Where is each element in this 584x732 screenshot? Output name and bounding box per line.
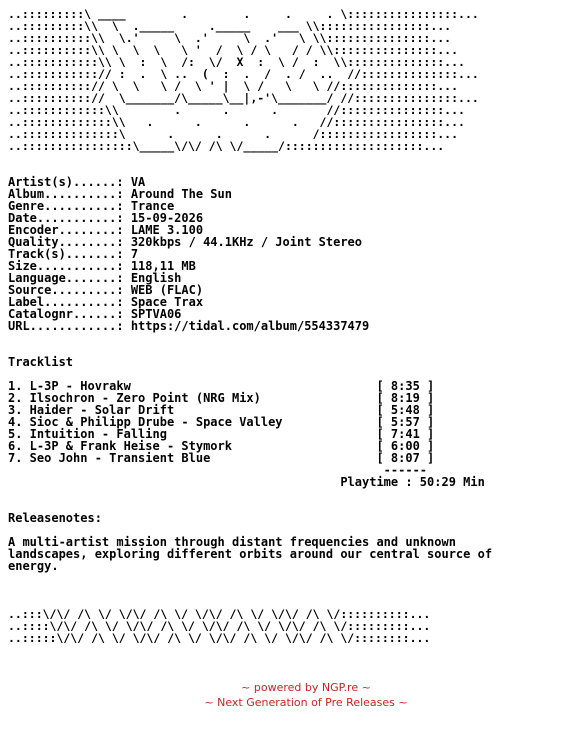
info-date: Date...........: 15-09-2026 bbox=[8, 211, 204, 225]
track-row: 6. L-3P & Frank Heise - Stymork [ 6:00 ] bbox=[8, 439, 435, 453]
track-row: 1. L-3P - Hovrakw [ 8:35 ] bbox=[8, 379, 435, 393]
credits-powered-by: ~ powered by NGP.re ~ bbox=[241, 681, 371, 694]
ascii-footer-art: ..:::\/\/ /\ \/ \/\/ /\ \/ \/\/ /\ \/ \/\/ /\ \/::::::::::... ..::::\/\/ /\ \/ \/\/ /\ \/ \/\/ /\ \/ \/\/ /\ \/:::::::::... ..:::::\/\/ /\ \/ \/\/ /\ \/ \/\/ /\ \/ \/\/ /\ \/::::::::... bbox=[8, 607, 431, 645]
ascii-banner-art: ..:::::::::\ ____ . . . . \::::::::::::::::... ..:::::::::\\ \ ._____ ._____ ___ \\::::::::::::::::... ..::::::::::\\ \.' \ .' \ .' \ \\:::::::::::::::... ..::::::::::\\ \ \ \ \ ' / \ / \ / / \\:::::::::::::::... ..:::::::::::\\ \ : \ /: \/ X : \ / : \\::::::::::::::... ..:::::::::::// : . \ .. ( : . / . / .. //::::::::::::::... ..::::::::::// \ \ \ / \ ' | \ / \ \ //::::::::::::::... ..::::::::::// \_______/\_____\__|,-'\_______/ //:::::::::::::::... ..::::::::::::\\ . . . //:::::::::::::::... ..:::::::::::::\\ . . . . //::::::::::::::::... ..::::::::::::::\ . . . /:::::::::::::::::... ..::::::::::::::::\_____\/\/ /\ \/_____/::::::::::::::::::::... bbox=[8, 7, 479, 153]
track-row: 7. Seo John - Transient Blue [ 8:07 ] bbox=[8, 451, 435, 465]
info-label: Label..........: Space Trax bbox=[8, 295, 204, 309]
releasenotes-text: A multi-artist mission through distant frequencies and unknown landscapes, exploring different orbits around our central source of energy. bbox=[8, 535, 493, 573]
info-encoder: Encoder........: LAME 3.100 bbox=[8, 223, 204, 237]
playtime-total: Playtime : 50:29 Min bbox=[8, 475, 485, 489]
track-row: 5. Intuition - Falling [ 7:41 ] bbox=[8, 427, 435, 441]
info-source: Source.........: WEB (FLAC) bbox=[8, 283, 204, 297]
info-quality: Quality........: 320kbps / 44.1KHz / Joint Stereo bbox=[8, 235, 363, 249]
tracklist-heading: Tracklist bbox=[8, 355, 74, 369]
info-language: Language.......: English bbox=[8, 271, 182, 285]
info-catalog: Catalognr......: SPTVA06 bbox=[8, 307, 182, 321]
info-album: Album..........: Around The Sun bbox=[8, 187, 232, 201]
track-row: 4. Sioc & Philipp Drube - Space Valley [ 5:57 ] bbox=[8, 415, 435, 429]
nfo-document bbox=[8, 8, 492, 644]
playtime-rule: ------ bbox=[8, 463, 428, 477]
info-tracks: Track(s).......: 7 bbox=[8, 247, 139, 261]
track-row: 3. Haider - Solar Drift [ 5:48 ] bbox=[8, 403, 435, 417]
track-row: 2. Ilsochron - Zero Point (NRG Mix) [ 8:19 ] bbox=[8, 391, 435, 405]
info-genre: Genre..........: Trance bbox=[8, 199, 175, 213]
info-artist: Artist(s)......: VA bbox=[8, 175, 146, 189]
releasenotes-heading: Releasenotes: bbox=[8, 511, 102, 525]
info-url: URL............: https://tidal.com/album/554337479 bbox=[8, 319, 370, 333]
info-size: Size...........: 118,11 MB bbox=[8, 259, 196, 273]
credits-tagline: ~ Next Generation of Pre Releases ~ bbox=[204, 696, 408, 709]
